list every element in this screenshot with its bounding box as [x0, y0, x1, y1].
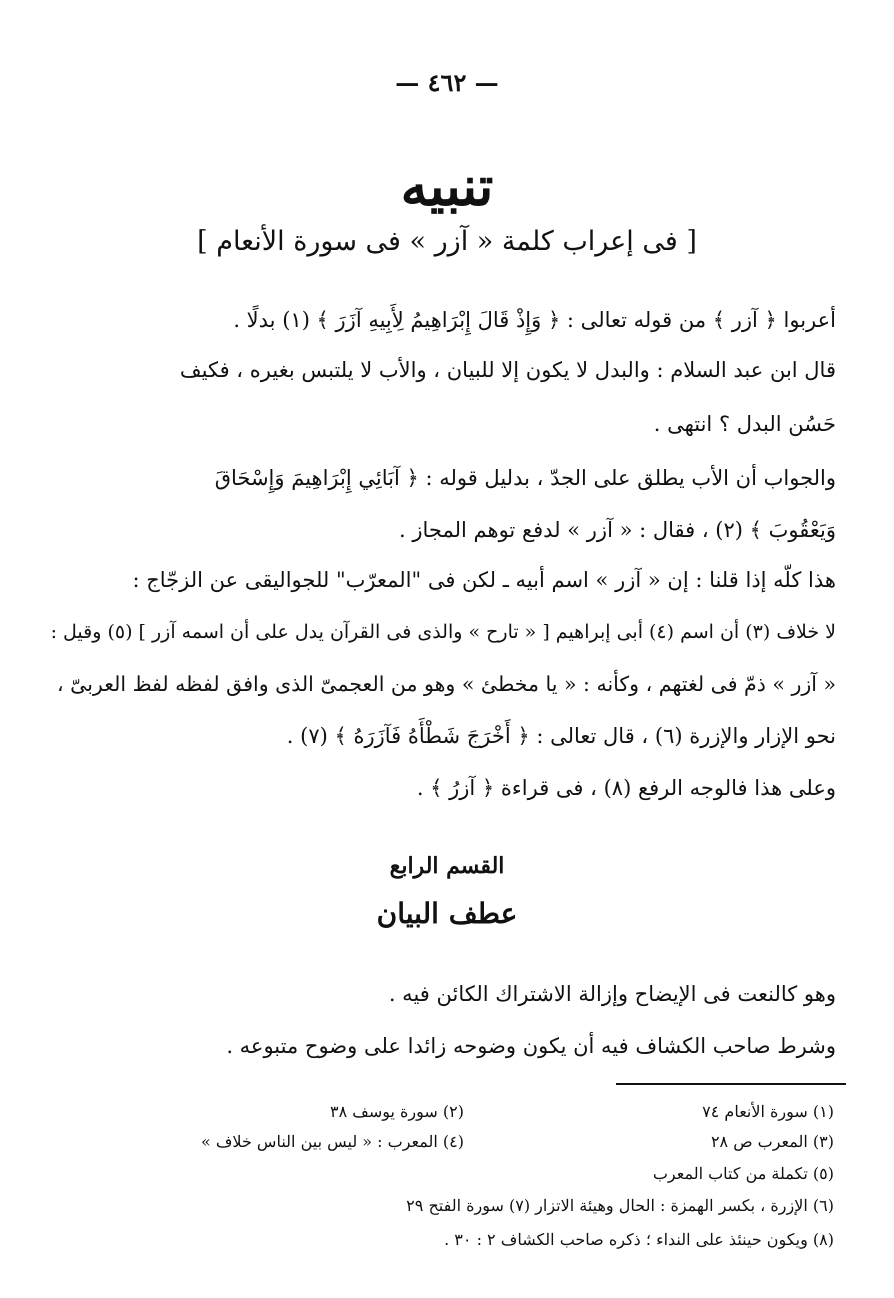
footnote: (٦) الإزرة ، بكسر الهمزة : الحال وهيئة الاتزار (٧) سورة الفتح ٢٩ [406, 1196, 834, 1215]
footnote-separator [616, 1083, 846, 1085]
body-line: حَسُن البدل ؟ انتهى . [653, 412, 836, 436]
footnote: (١) سورة الأنعام ٧٤ [702, 1102, 834, 1121]
footnote: (٤) المعرب : « ليس بين الناس خلاف » [200, 1132, 464, 1151]
footnote: (٣) المعرب ص ٢٨ [710, 1132, 834, 1151]
body-line: أعربوا ﴿ آزر ﴾ من قوله تعالى : ﴿ وَإِذْ قَالَ إِبْرَاهِيمُ لِأَبِيهِ آزَرَ ﴾ (١) بدلًا . [233, 308, 836, 332]
body-line: « آزر » ذمّ فى لغتهم ، وكأنه : « يا مخطئ » وهو من العجمىّ الذى وافق لفظه لفظ العربىّ ، [57, 672, 836, 696]
body-line: وهو كالنعت فى الإيضاح وإزالة الاشتراك الكائن فيه . [388, 982, 836, 1006]
body-line: والجواب أن الأب يطلق على الجدّ ، بدليل قوله : ﴿ آبَائِي إِبْرَاهِيمَ وَإِسْحَاقَ [214, 466, 836, 490]
body-line: وشرط صاحب الكشاف فيه أن يكون وضوحه زائدا على وضوح متبوعه . [226, 1034, 836, 1058]
body-line: قال ابن عبد السلام : والبدل لا يكون إلا للبيان ، والأب لا يلتبس بغيره ، فكيف [179, 358, 836, 382]
section-label: القسم الرابع [389, 853, 505, 879]
footnote: (٥) تكملة من كتاب المعرب [652, 1164, 834, 1183]
body-line: نحو الإزار والإزرة (٦) ، قال تعالى : ﴿ أَخْرَجَ شَطْأَهُ فَآزَرَهُ ﴾ (٧) . [286, 724, 836, 748]
footnote: (٢) سورة يوسف ٣٨ [330, 1102, 464, 1121]
body-line: وَيَعْقُوبَ ﴾ (٢) ، فقال : « آزر » لدفع توهم المجاز . [399, 518, 836, 542]
page-title: تنبيه [400, 154, 494, 218]
page-subtitle: [ فى إعراب كلمة « آزر » فى سورة الأنعام ] [197, 226, 697, 257]
page-number: — ٤٦٢ — [395, 68, 499, 97]
section-title: عطف البيان [376, 897, 518, 930]
body-line: هذا كلّه إذا قلنا : إن « آزر » اسم أبيه ـ لكن فى "المعرّب" للجواليقى عن الزجّاج : [132, 568, 836, 592]
body-line: لا خلاف (٣) أن اسم (٤) أبى إبراهيم [ « تارح » والذى فى القرآن يدل على أن اسمه آزر ] (٥) وقيل : [50, 621, 836, 643]
footnote: (٨) ويكون حينئذ على النداء ؛ ذكره صاحب الكشاف ٢ : ٣٠ . [444, 1230, 834, 1249]
body-line: وعلى هذا فالوجه الرفع (٨) ، فى قراءة ﴿ آزرُ ﴾ . [416, 776, 836, 800]
